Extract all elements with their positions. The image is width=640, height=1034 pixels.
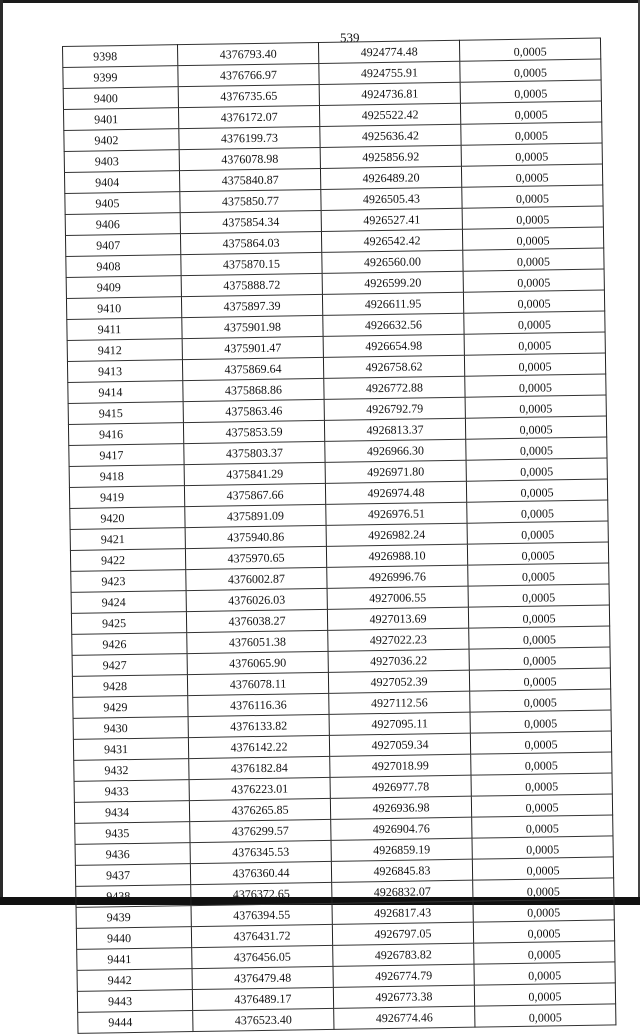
y-coordinate-cell: 4926813.37 <box>324 418 465 441</box>
y-coordinate-cell: 4927112.56 <box>329 691 470 714</box>
x-coordinate-cell: 4375864.03 <box>180 231 321 254</box>
accuracy-cell: 0,0005 <box>471 794 612 817</box>
x-coordinate-cell: 4376431.72 <box>191 924 332 947</box>
x-coordinate-cell: 4375841.29 <box>184 462 325 485</box>
y-coordinate-cell: 4926832.07 <box>332 880 473 903</box>
y-coordinate-cell: 4927036.22 <box>328 649 469 672</box>
point-number-cell: 9399 <box>63 66 178 89</box>
x-coordinate-cell: 4376002.87 <box>186 567 327 590</box>
accuracy-cell: 0,0005 <box>467 542 608 565</box>
point-number-cell: 9432 <box>74 759 189 782</box>
accuracy-cell: 0,0005 <box>461 143 602 166</box>
point-number-cell: 9417 <box>69 444 184 467</box>
point-number-cell: 9426 <box>72 633 187 656</box>
point-number-cell: 9439 <box>76 906 191 929</box>
accuracy-cell: 0,0005 <box>461 122 602 145</box>
accuracy-cell: 0,0005 <box>460 59 601 82</box>
point-number-cell: 9402 <box>64 129 179 152</box>
accuracy-cell: 0,0005 <box>465 374 606 397</box>
y-coordinate-cell: 4926560.00 <box>322 250 463 273</box>
accuracy-cell: 0,0005 <box>465 395 606 418</box>
x-coordinate-cell: 4375854.34 <box>180 210 321 233</box>
y-coordinate-cell: 4926773.38 <box>333 985 474 1008</box>
point-number-cell: 9436 <box>75 843 190 866</box>
y-coordinate-cell: 4926904.76 <box>331 817 472 840</box>
point-number-cell: 9406 <box>65 213 180 236</box>
x-coordinate-cell: 4376766.97 <box>178 63 319 86</box>
x-coordinate-cell: 4375803.37 <box>184 441 325 464</box>
scan-edge-top <box>0 0 640 3</box>
point-number-cell: 9431 <box>73 738 188 761</box>
accuracy-cell: 0,0005 <box>462 227 603 250</box>
x-coordinate-cell: 4376078.98 <box>179 147 320 170</box>
point-number-cell: 9407 <box>65 234 180 257</box>
accuracy-cell: 0,0005 <box>471 773 612 796</box>
accuracy-cell: 0,0005 <box>462 206 603 229</box>
y-coordinate-cell: 4926797.05 <box>332 922 473 945</box>
accuracy-cell: 0,0005 <box>470 689 611 712</box>
x-coordinate-cell: 4376051.38 <box>187 630 328 653</box>
y-coordinate-cell: 4926817.43 <box>332 901 473 924</box>
accuracy-cell: 0,0005 <box>463 269 604 292</box>
point-number-cell: 9421 <box>70 528 185 551</box>
x-coordinate-cell: 4376360.44 <box>190 861 331 884</box>
accuracy-cell: 0,0005 <box>460 101 601 124</box>
accuracy-cell: 0,0005 <box>470 710 611 733</box>
point-number-cell: 9398 <box>63 45 178 68</box>
x-coordinate-cell: 4375868.86 <box>183 378 324 401</box>
x-coordinate-cell: 4376182.84 <box>189 756 330 779</box>
y-coordinate-cell: 4926974.48 <box>325 481 466 504</box>
accuracy-cell: 0,0005 <box>466 437 607 460</box>
point-number-cell: 9425 <box>71 612 186 635</box>
point-number-cell: 9416 <box>68 423 183 446</box>
y-coordinate-cell: 4926966.30 <box>325 439 466 462</box>
x-coordinate-cell: 4375901.98 <box>182 315 323 338</box>
point-number-cell: 9420 <box>70 507 185 530</box>
y-coordinate-cell: 4926772.88 <box>324 376 465 399</box>
x-coordinate-cell: 4376116.36 <box>188 693 329 716</box>
accuracy-cell: 0,0005 <box>472 857 613 880</box>
y-coordinate-cell: 4926542.42 <box>321 229 462 252</box>
point-number-cell: 9438 <box>76 885 191 908</box>
y-coordinate-cell: 4926982.24 <box>326 523 467 546</box>
point-number-cell: 9433 <box>74 780 189 803</box>
accuracy-cell: 0,0005 <box>469 668 610 691</box>
x-coordinate-cell: 4375869.64 <box>182 357 323 380</box>
point-number-cell: 9435 <box>75 822 190 845</box>
point-number-cell: 9404 <box>64 171 179 194</box>
y-coordinate-cell: 4926611.95 <box>322 292 463 315</box>
x-coordinate-cell: 4375891.09 <box>185 504 326 527</box>
point-number-cell: 9427 <box>72 654 187 677</box>
point-number-cell: 9415 <box>68 402 183 425</box>
accuracy-cell: 0,0005 <box>464 332 605 355</box>
x-coordinate-cell: 4375863.46 <box>183 399 324 422</box>
accuracy-cell: 0,0005 <box>475 1004 616 1027</box>
x-coordinate-cell: 4376065.90 <box>187 651 328 674</box>
x-coordinate-cell: 4376265.85 <box>189 798 330 821</box>
y-coordinate-cell: 4926505.43 <box>321 187 462 210</box>
coordinates-table-wrapper <box>62 38 611 1030</box>
x-coordinate-cell: 4376172.07 <box>178 105 319 128</box>
y-coordinate-cell: 4926792.79 <box>324 397 465 420</box>
accuracy-cell: 0,0005 <box>464 311 605 334</box>
x-coordinate-cell: 4375901.47 <box>182 336 323 359</box>
point-number-cell: 9410 <box>66 297 181 320</box>
accuracy-cell: 0,0005 <box>467 521 608 544</box>
point-number-cell: 9400 <box>63 87 178 110</box>
y-coordinate-cell: 4926774.79 <box>333 964 474 987</box>
x-coordinate-cell: 4376199.73 <box>179 126 320 149</box>
y-coordinate-cell: 4926783.82 <box>333 943 474 966</box>
accuracy-cell: 0,0005 <box>465 416 606 439</box>
point-number-cell: 9408 <box>66 255 181 278</box>
y-coordinate-cell: 4926774.46 <box>334 1006 475 1029</box>
y-coordinate-cell: 4927006.55 <box>327 586 468 609</box>
accuracy-cell: 0,0005 <box>466 479 607 502</box>
x-coordinate-cell: 4376026.03 <box>186 588 327 611</box>
accuracy-cell: 0,0005 <box>473 899 614 922</box>
page-number: 539 <box>340 30 360 45</box>
accuracy-cell: 0,0005 <box>460 80 601 103</box>
accuracy-cell: 0,0005 <box>468 605 609 628</box>
accuracy-cell: 0,0005 <box>470 731 611 754</box>
x-coordinate-cell: 4376394.55 <box>191 903 332 926</box>
x-coordinate-cell: 4375888.72 <box>181 273 322 296</box>
x-coordinate-cell: 4376038.27 <box>186 609 327 632</box>
x-coordinate-cell: 4375840.87 <box>179 168 320 191</box>
point-number-cell: 9443 <box>77 990 192 1013</box>
point-number-cell: 9403 <box>64 150 179 173</box>
x-coordinate-cell: 4375870.15 <box>181 252 322 275</box>
point-number-cell: 9411 <box>67 318 182 341</box>
y-coordinate-cell: 4926654.98 <box>323 334 464 357</box>
x-coordinate-cell: 4376078.11 <box>187 672 328 695</box>
accuracy-cell: 0,0005 <box>469 647 610 670</box>
accuracy-cell: 0,0005 <box>472 815 613 838</box>
point-number-cell: 9401 <box>63 108 178 131</box>
point-number-cell: 9422 <box>70 549 185 572</box>
accuracy-cell: 0,0005 <box>467 500 608 523</box>
y-coordinate-cell: 4924755.91 <box>319 61 460 84</box>
point-number-cell: 9437 <box>75 864 190 887</box>
x-coordinate-cell: 4376133.82 <box>188 714 329 737</box>
y-coordinate-cell: 4924736.81 <box>319 82 460 105</box>
x-coordinate-cell: 4376299.57 <box>190 819 331 842</box>
y-coordinate-cell: 4926859.19 <box>331 838 472 861</box>
y-coordinate-cell: 4926936.98 <box>330 796 471 819</box>
y-coordinate-cell: 4926527.41 <box>321 208 462 231</box>
y-coordinate-cell: 4925636.42 <box>320 124 461 147</box>
point-number-cell: 9429 <box>73 696 188 719</box>
y-coordinate-cell: 4926977.78 <box>330 775 471 798</box>
point-number-cell: 9418 <box>69 465 184 488</box>
accuracy-cell: 0,0005 <box>463 290 604 313</box>
y-coordinate-cell: 4926971.80 <box>325 460 466 483</box>
x-coordinate-cell: 4375940.86 <box>185 525 326 548</box>
x-coordinate-cell: 4376142.22 <box>188 735 329 758</box>
accuracy-cell: 0,0005 <box>472 836 613 859</box>
x-coordinate-cell: 4375867.66 <box>184 483 325 506</box>
accuracy-cell: 0,0005 <box>471 752 612 775</box>
y-coordinate-cell: 4927052.39 <box>328 670 469 693</box>
point-number-cell: 9414 <box>68 381 183 404</box>
accuracy-cell: 0,0005 <box>462 185 603 208</box>
x-coordinate-cell: 4376735.65 <box>178 84 319 107</box>
scan-edge-left <box>0 0 3 905</box>
x-coordinate-cell: 4376523.40 <box>193 1008 334 1031</box>
accuracy-cell: 0,0005 <box>461 164 602 187</box>
y-coordinate-cell: 4925522.42 <box>319 103 460 126</box>
y-coordinate-cell: 4926845.83 <box>331 859 472 882</box>
accuracy-cell: 0,0005 <box>468 563 609 586</box>
point-number-cell: 9428 <box>72 675 187 698</box>
y-coordinate-cell: 4927022.23 <box>328 628 469 651</box>
accuracy-cell: 0,0005 <box>474 962 615 985</box>
y-coordinate-cell: 4927013.69 <box>327 607 468 630</box>
x-coordinate-cell: 4376793.40 <box>177 42 318 65</box>
coordinates-table <box>62 38 616 1034</box>
point-number-cell: 9405 <box>65 192 180 215</box>
point-number-cell: 9440 <box>76 927 191 950</box>
y-coordinate-cell: 4926988.10 <box>326 544 467 567</box>
x-coordinate-cell: 4375853.59 <box>183 420 324 443</box>
x-coordinate-cell: 4376479.48 <box>192 966 333 989</box>
point-number-cell: 9412 <box>67 339 182 362</box>
y-coordinate-cell: 4927059.34 <box>329 733 470 756</box>
point-number-cell: 9409 <box>66 276 181 299</box>
x-coordinate-cell: 4376223.01 <box>189 777 330 800</box>
accuracy-cell: 0,0005 <box>473 878 614 901</box>
point-number-cell: 9434 <box>74 801 189 824</box>
y-coordinate-cell: 4926632.56 <box>323 313 464 336</box>
point-number-cell: 9430 <box>73 717 188 740</box>
accuracy-cell: 0,0005 <box>466 458 607 481</box>
x-coordinate-cell: 4376456.05 <box>192 945 333 968</box>
y-coordinate-cell: 4924774.48 <box>318 40 459 63</box>
y-coordinate-cell: 4926758.62 <box>323 355 464 378</box>
accuracy-cell: 0,0005 <box>473 920 614 943</box>
accuracy-cell: 0,0005 <box>474 983 615 1006</box>
point-number-cell: 9441 <box>77 948 192 971</box>
accuracy-cell: 0,0005 <box>468 584 609 607</box>
accuracy-cell: 0,0005 <box>463 248 604 271</box>
x-coordinate-cell: 4375897.39 <box>181 294 322 317</box>
accuracy-cell: 0,0005 <box>469 626 610 649</box>
accuracy-cell: 0,0005 <box>464 353 605 376</box>
x-coordinate-cell: 4376345.53 <box>190 840 331 863</box>
y-coordinate-cell: 4926976.51 <box>326 502 467 525</box>
y-coordinate-cell: 4926599.20 <box>322 271 463 294</box>
x-coordinate-cell: 4376372.65 <box>191 882 332 905</box>
point-number-cell: 9419 <box>69 486 184 509</box>
y-coordinate-cell: 4927095.11 <box>329 712 470 735</box>
point-number-cell: 9413 <box>67 360 182 383</box>
table-body <box>63 38 616 1033</box>
accuracy-cell: 0,0005 <box>474 941 615 964</box>
y-coordinate-cell: 4926996.76 <box>327 565 468 588</box>
point-number-cell: 9442 <box>77 969 192 992</box>
accuracy-cell: 0,0005 <box>459 38 600 61</box>
point-number-cell: 9424 <box>71 591 186 614</box>
x-coordinate-cell: 4375850.77 <box>180 189 321 212</box>
y-coordinate-cell: 4927018.99 <box>330 754 471 777</box>
x-coordinate-cell: 4375970.65 <box>185 546 326 569</box>
point-number-cell: 9423 <box>71 570 186 593</box>
point-number-cell: 9444 <box>78 1011 193 1034</box>
y-coordinate-cell: 4925856.92 <box>320 145 461 168</box>
y-coordinate-cell: 4926489.20 <box>320 166 461 189</box>
x-coordinate-cell: 4376489.17 <box>192 987 333 1010</box>
